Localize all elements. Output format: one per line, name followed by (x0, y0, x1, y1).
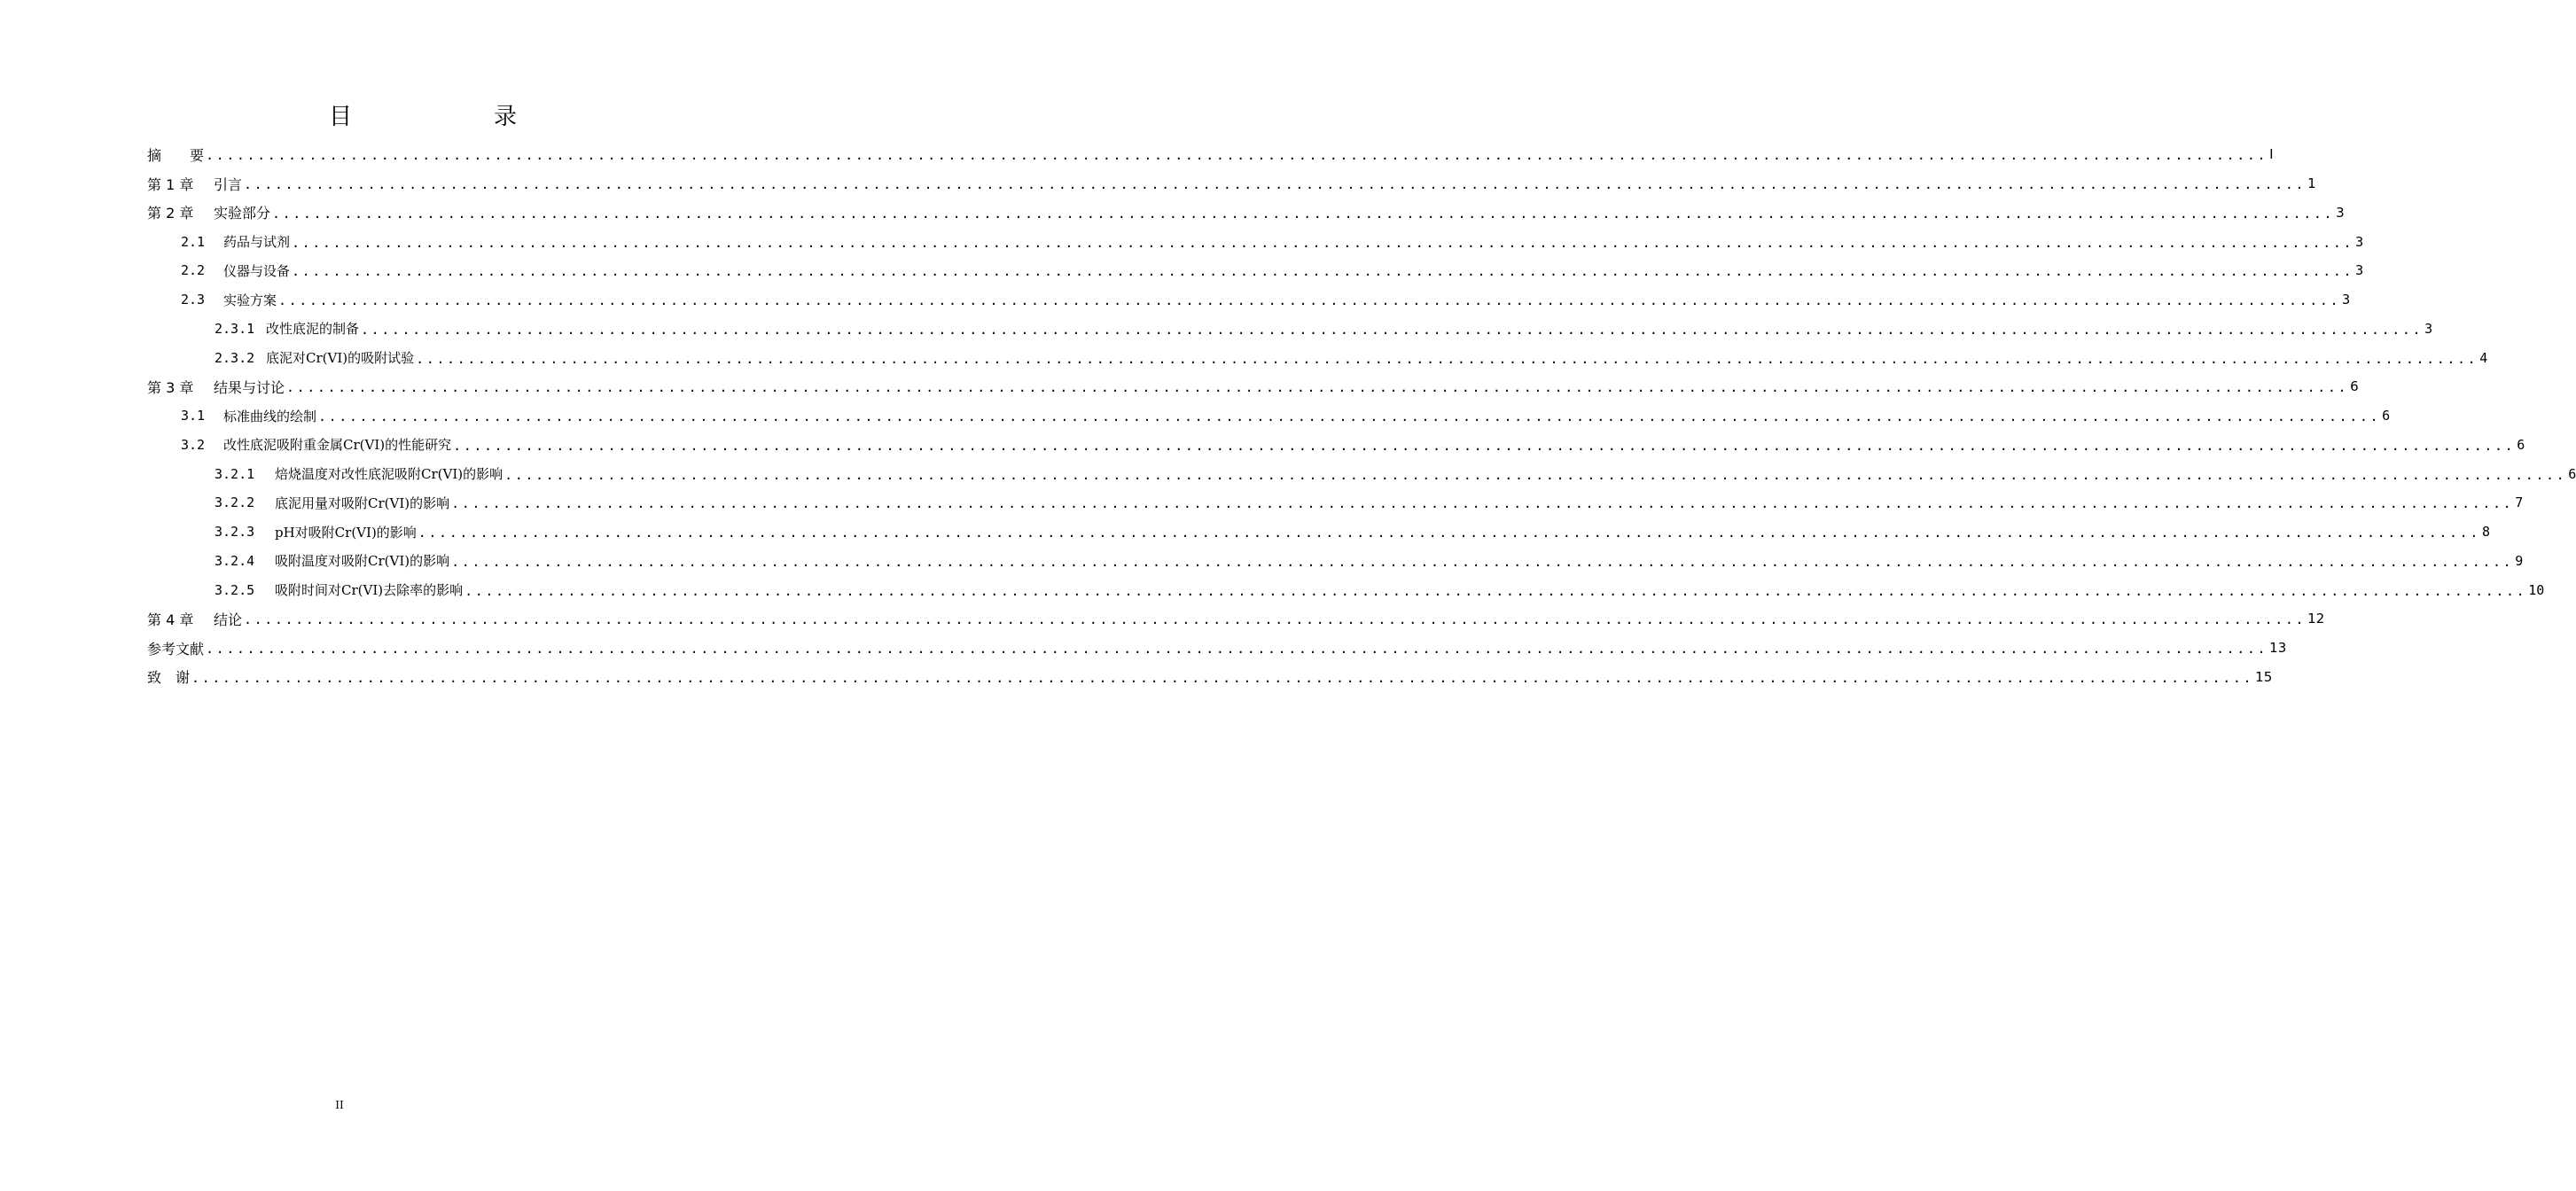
toc-dot-leader: ........................................................................................................................................................................................................ (292, 263, 2354, 280)
toc-entry[interactable] (147, 140, 2274, 169)
toc-entry-title: 仪器与设备 (223, 262, 291, 279)
toc-entry[interactable] (147, 663, 2273, 692)
toc-entry[interactable] (147, 575, 2545, 604)
toc-dot-leader: ........................................................................................................................................................................................................ (418, 525, 2480, 541)
toc-entry-page: 4 (2479, 349, 2488, 366)
toc-entry-title: 药品与试剂 (223, 234, 291, 251)
toc-entry-page: 8 (2481, 524, 2490, 541)
toc-entry-number: 3.2.5 (215, 581, 255, 598)
toc-dot-leader: ........................................................................................................................................................................................................ (464, 582, 2527, 599)
toc-entry-page: 3 (2355, 233, 2364, 250)
toc-entry-page: 7 (2515, 494, 2524, 511)
toc-entry-page: 6 (2350, 378, 2359, 395)
toc-entry-page: 3 (2355, 262, 2364, 279)
toc-entry-number: 第 4 章 (147, 611, 194, 628)
toc-entry-number: 2.2 (181, 262, 206, 279)
toc-entry[interactable] (147, 401, 2391, 431)
toc-entry[interactable] (147, 372, 2359, 401)
toc-entry[interactable] (147, 315, 2433, 344)
toc-entry[interactable] (147, 169, 2316, 198)
toc-entry-title: 实验方案 (223, 292, 277, 308)
toc-entry-title: 引言 (214, 175, 243, 193)
toc-entry[interactable] (147, 547, 2524, 576)
toc-entry-title: pH对吸附Cr(VI)的影响 (275, 524, 417, 541)
toc-dot-leader: ........................................................................................................................................................................................................ (361, 321, 2424, 338)
toc-entry-number: 2.1 (181, 233, 206, 250)
toc-entry[interactable] (147, 227, 2364, 256)
toc-entry-page: I (2269, 146, 2274, 163)
toc-entry-title: 标准曲线的绘制 (223, 408, 317, 424)
toc-dot-leader: ........................................................................................................................................................................................................ (286, 379, 2349, 396)
toc-dot-leader: ........................................................................................................................................................................................................ (292, 234, 2354, 251)
toc-entry-number: 第 1 章 (147, 175, 194, 193)
toc-entry[interactable] (147, 198, 2345, 228)
toc-entry-number: 3.2 (181, 436, 206, 453)
toc-entry-page: 9 (2515, 552, 2524, 569)
toc-entry-page: 1 (2307, 175, 2316, 192)
toc-entry-number: 2.3.2 (215, 349, 255, 366)
toc-entry-number: 致 谢 (147, 669, 191, 687)
toc-entry-title: 焙烧温度对改性底泥吸附Cr(VI)的影响 (275, 466, 503, 483)
toc-entry-number: 第 3 章 (147, 378, 194, 396)
toc-entry-number: 3.2.1 (215, 465, 255, 482)
toc-entry-title: 改性底泥的制备 (266, 321, 360, 338)
toc-dot-leader: ........................................................................................................................................................................................................ (206, 147, 2268, 164)
toc-entry-page: 6 (2568, 465, 2576, 482)
toc-entry-page: 6 (2382, 408, 2391, 424)
toc-dot-leader: ........................................................................................................................................................................................................ (244, 611, 2307, 628)
toc-entry-title: 改性底泥吸附重金属Cr(VI)的性能研究 (223, 437, 452, 454)
toc-entry-title: 结论 (214, 611, 243, 628)
toc-dot-leader: ........................................................................................................................................................................................................ (453, 437, 2516, 454)
toc-dot-leader: ........................................................................................................................................................................................................ (206, 641, 2268, 658)
toc-entry-title: 结果与讨论 (214, 378, 285, 396)
toc-entry-title: 吸附时间对Cr(VI)去除率的影响 (275, 582, 464, 599)
toc-entry-page: 3 (2424, 320, 2433, 337)
toc-entry-number: 2.3 (181, 292, 206, 308)
table-of-contents (147, 140, 2576, 691)
toc-entry-number: 2.3.1 (215, 320, 255, 337)
toc-entry-number: 参考文献 (147, 640, 205, 658)
toc-entry-page: 3 (2342, 292, 2351, 308)
toc-entry-number: 第 2 章 (147, 205, 194, 222)
toc-entry[interactable] (147, 488, 2524, 518)
toc-entry[interactable] (147, 431, 2525, 460)
toc-dot-leader: ........................................................................................................................................................................................................ (244, 176, 2307, 193)
toc-entry-number: 3.2.4 (215, 552, 255, 569)
toc-entry-page: 12 (2307, 611, 2325, 627)
toc-dot-leader: ........................................................................................................................................................................................................ (416, 350, 2478, 367)
toc-dot-leader: ........................................................................................................................................................................................................ (191, 669, 2254, 686)
toc-title: 目 录 (328, 104, 549, 130)
toc-entry-title: 底泥用量对吸附Cr(VI)的影响 (275, 494, 450, 511)
toc-entry-title: 底泥对Cr(VI)的吸附试验 (266, 350, 415, 367)
toc-dot-leader: ........................................................................................................................................................................................................ (272, 205, 2335, 222)
toc-entry-number: 3.1 (181, 408, 206, 424)
toc-dot-leader: ........................................................................................................................................................................................................ (504, 466, 2567, 483)
toc-entry-page: 6 (2517, 436, 2525, 453)
toc-dot-leader: ........................................................................................................................................................................................................ (278, 292, 2341, 309)
toc-entry[interactable] (147, 343, 2488, 372)
toc-entry[interactable] (147, 256, 2364, 285)
toc-entry-page: 15 (2255, 668, 2273, 685)
toc-dot-leader: ........................................................................................................................................................................................................ (451, 553, 2514, 570)
toc-entry[interactable] (147, 604, 2325, 634)
toc-entry[interactable] (147, 518, 2490, 547)
toc-entry-number: 3.2.3 (215, 524, 255, 541)
toc-dot-leader: ........................................................................................................................................................................................................ (318, 409, 2381, 425)
toc-entry-title: 实验部分 (214, 205, 271, 222)
toc-entry[interactable] (147, 634, 2287, 663)
footer-page-number: II (335, 1099, 344, 1111)
toc-entry-page: 10 (2528, 581, 2545, 598)
toc-entry-page: 13 (2269, 640, 2287, 657)
toc-entry-page: 3 (2336, 204, 2345, 221)
toc-entry-title: 吸附温度对吸附Cr(VI)的影响 (275, 553, 450, 570)
toc-entry-number: 摘 要 (147, 146, 205, 164)
toc-entry[interactable] (147, 459, 2576, 488)
toc-entry-number: 3.2.2 (215, 494, 255, 511)
toc-entry[interactable] (147, 285, 2351, 315)
toc-dot-leader: ........................................................................................................................................................................................................ (451, 495, 2514, 512)
